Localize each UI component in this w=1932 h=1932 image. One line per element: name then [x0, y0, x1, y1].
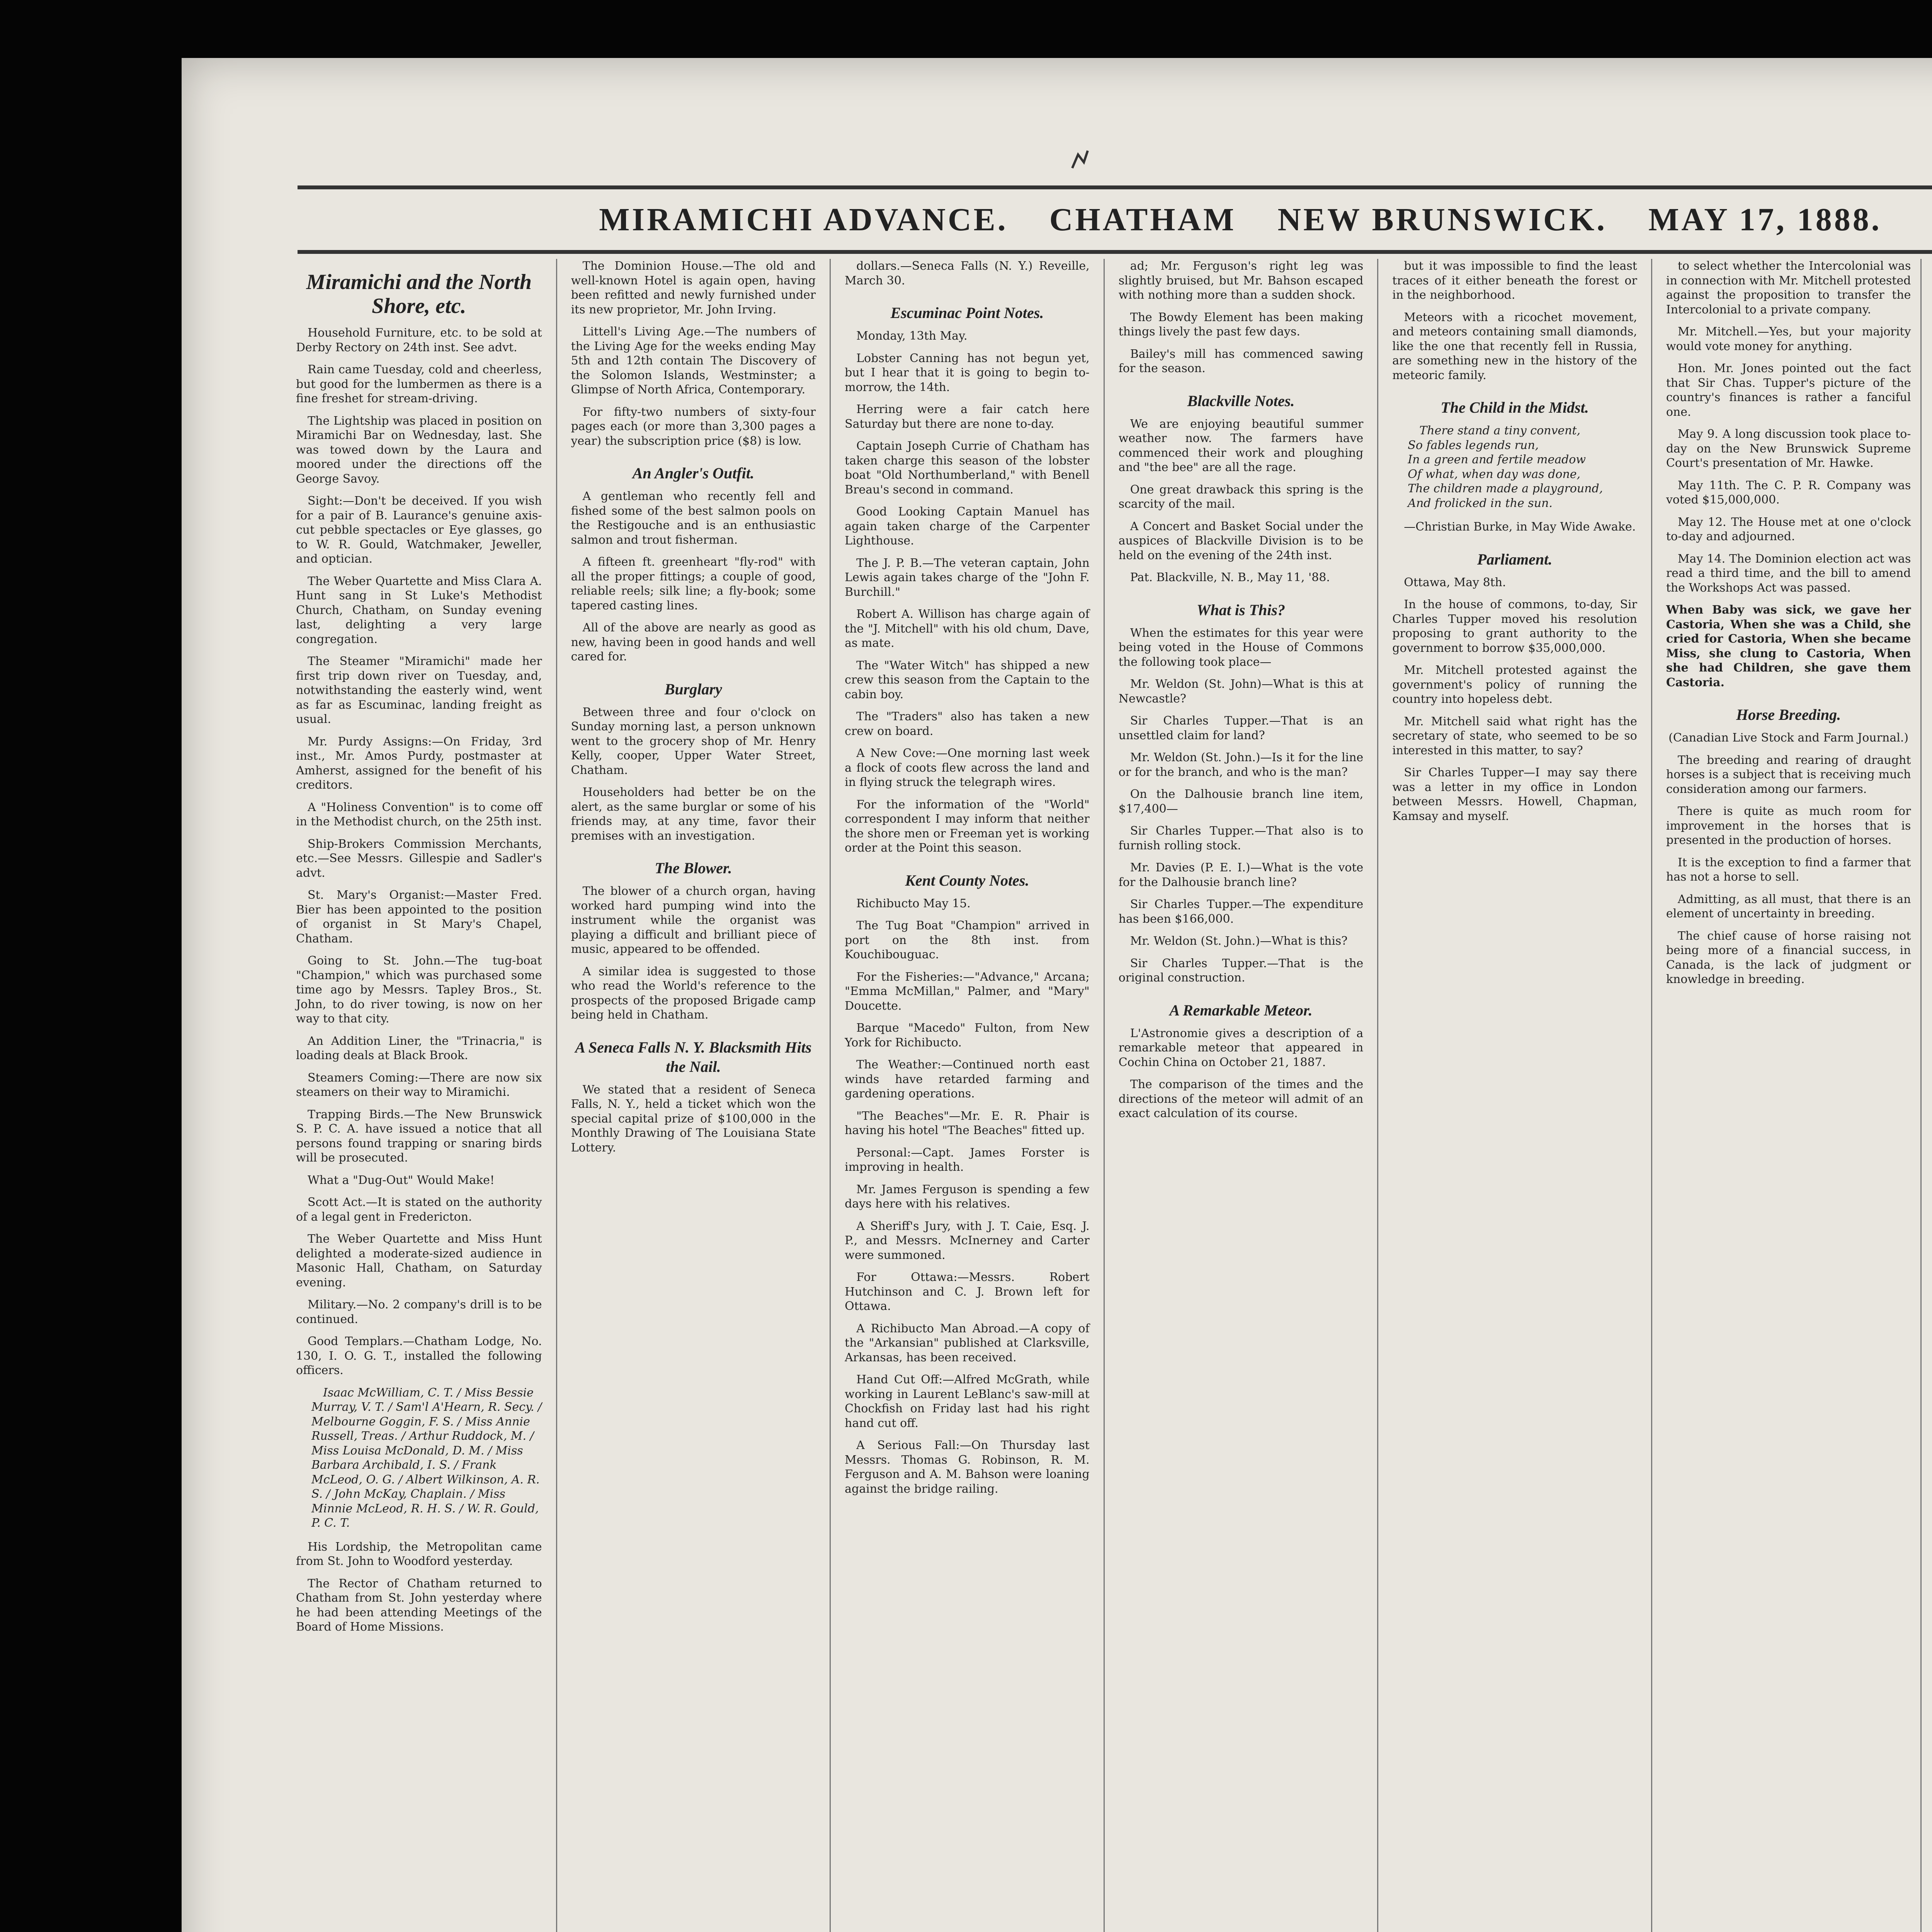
column-1 — [282, 259, 556, 1932]
news-item: May 11th. The C. P. R. Company was voted $15,000,000. — [1666, 478, 1911, 507]
news-item: Scott Act.—It is stated on the authority of a legal gent in Fredericton. — [296, 1196, 542, 1224]
news-item: Mr. Mitchell.—Yes, but your majority would vote money for anything. — [1666, 325, 1911, 353]
news-item: The comparison of the times and the directions of the meteor will admit of an exact calculation of its course. — [1118, 1078, 1364, 1120]
poem-attribution: —Christian Burke, in May Wide Awake. — [1404, 520, 1636, 534]
news-item: dollars.—Seneca Falls (N. Y.) Reveille, March 30. — [845, 259, 1090, 287]
news-item: Littell's Living Age.—The numbers of the Living Age for the weeks ending May 5th and 12th contain The Discovery of the Solomon Islands, Westminster; a Glimpse of North Africa, Contemporary. — [571, 325, 816, 396]
column-3 — [830, 259, 1104, 1932]
advertisement-column — [1920, 259, 1932, 1932]
news-item: A gentleman who recently fell and fished some of the best salmon pools on the Restigouche and is an enthusiastic salmon and trout fisherman. — [571, 490, 816, 547]
attribution: (Canadian Live Stock and Farm Journal.) — [1668, 731, 1909, 745]
news-item: Mr. Mitchell said what right has the secretary of state, who seemed to be so interested in this matter, to say? — [1392, 714, 1637, 757]
news-item: The Weber Quartette and Miss Hunt delighted a moderate-sized audience in Masonic Hall, Chatham, on Saturday evening. — [296, 1232, 542, 1289]
news-item: Mr. Weldon (St. John.)—What is this? — [1130, 934, 1348, 948]
news-item: Sight:—Don't be deceived. If you wish for a pair of B. Laurance's genuine axis-cut pebble spectacles or Eye glasses, go to W. R. Gould, Watchmaker, Jeweller, and optician. — [296, 494, 542, 566]
news-item: The Weber Quartette and Miss Clara A. Hunt sang in St Luke's Methodist Church, Chatham, on Sunday evening last, delighting a very large congregation. — [296, 574, 542, 646]
news-item: The "Water Witch" has shipped a new crew this season from the Captain to the cabin boy. — [845, 658, 1090, 701]
section-heading: The Blower. — [655, 859, 732, 877]
news-item: Householders had better be on the alert, as the same burglar or some of his friends may, at any time, favor their premises with an investigation. — [571, 786, 816, 843]
news-item: Steamers Coming:—There are now six steamers on their way to Miramichi. — [296, 1071, 542, 1099]
news-item: His Lordship, the Metropolitan came from St. John to Woodford yesterday. — [296, 1540, 542, 1568]
news-item: but it was impossible to find the least traces of it either beneath the forest or in the neighborhood. — [1392, 259, 1637, 302]
news-item: Mr. James Ferguson is spending a few days here with his relatives. — [845, 1182, 1090, 1211]
news-item: What a "Dug-Out" Would Make! — [308, 1173, 495, 1187]
news-item: Trapping Birds.—The New Brunswick S. P. C. A. have issued a notice that all persons found trapping or snaring birds will be prosecuted. — [296, 1107, 542, 1165]
columns — [282, 259, 1932, 1932]
masthead-province: NEW BRUNSWICK. — [1277, 202, 1607, 238]
section-heading: Burglary — [664, 680, 722, 698]
news-item: A Serious Fall:—On Thursday last Messrs. Thomas G. Robinson, R. M. Ferguson and A. M. Bahson were loaning against the bridge railing. — [845, 1439, 1090, 1496]
news-item: Barque "Macedo" Fulton, from New York for Richibucto. — [845, 1021, 1090, 1049]
news-item: For the Fisheries:—"Advance," Arcana; "Emma McMillan," Palmer, and "Mary" Doucette. — [845, 970, 1090, 1013]
news-item: "The Beaches"—Mr. E. R. Phair is having his hotel "The Beaches" fitted up. — [845, 1109, 1090, 1137]
col1-paras — [296, 326, 542, 1634]
section-heading: A Remarkable Meteor. — [1169, 1001, 1313, 1019]
news-item: We are enjoying beautiful summer weather now. The farmers have commenced their work and ploughing and "the bee" are all the rage. — [1118, 417, 1364, 474]
masthead — [298, 185, 1932, 254]
news-item: St. Mary's Organist:—Master Fred. Bier has been appointed to the position of organist in St Mary's Chapel, Chatham. — [296, 888, 542, 946]
section-heading: Parliament. — [1477, 550, 1553, 568]
section-heading: The Child in the Midst. — [1440, 399, 1589, 416]
news-item: A Sheriff's Jury, with J. T. Caie, Esq. J. P., and Messrs. McInerney and Carter were summoned. — [845, 1219, 1090, 1262]
masthead-date: MAY 17, 1888. — [1648, 202, 1882, 238]
news-item: Mr. Weldon (St. John.)—Is it for the line or for the branch, and who is the man? — [1118, 751, 1364, 779]
news-item: Meteors with a ricochet movement, and meteors containing small diamonds, like the one that recently fell in Russia, are something new in the history of the meteoric family. — [1392, 310, 1637, 382]
news-item: A "Holiness Convention" is to come off in the Methodist church, on the 25th inst. — [296, 800, 542, 829]
news-item: A Richibucto Man Abroad.—A copy of the "Arkansian" published at Clarksville, Arkansas, has been received. — [845, 1321, 1090, 1364]
news-item: Herring were a fair catch here Saturday but there are none to-day. — [845, 403, 1090, 431]
news-item: It is the exception to find a farmer that has not a horse to sell. — [1666, 855, 1911, 884]
news-item: Going to St. John.—The tug-boat "Champion," which was purchased some time ago by Messrs. Tapley Bros., St. John, to do river towing, is now on her way to that city. — [296, 954, 542, 1026]
news-item: Good Templars.—Chatham Lodge, No. 130, I. O. G. T., installed the following officers. — [296, 1335, 542, 1378]
column-5 — [1377, 259, 1651, 1932]
news-item: Household Furniture, etc. to be sold at Derby Rectory on 24th inst. See advt. — [296, 326, 542, 354]
news-item: Hand Cut Off:—Alfred McGrath, while working in Laurent LeBlanc's saw-mill at Chockfish on Friday last had his right hand cut off. — [845, 1373, 1090, 1430]
news-item: May 14. The Dominion election act was read a third time, and the bill to amend the Workshops Act was passed. — [1666, 552, 1911, 595]
news-item: Sir Charles Tupper—I may say there was a letter in my office in London between Messrs. Howell, Chapman, Kamsay and myself. — [1392, 766, 1637, 823]
news-item: to select whether the Intercolonial was in connection with Mr. Mitchell protested against the proposition to transfer the Intercolonial to a private company. — [1666, 259, 1911, 316]
news-item: In the house of commons, to-day, Sir Charles Tupper moved his resolution proposing to grant authority to the government to borrow $35,000,000. — [1392, 598, 1637, 655]
masthead-place: CHATHAM — [1049, 202, 1236, 238]
news-item: A New Cove:—One morning last week a flock of coots flew across the land and in flying struck the telegraph wires. — [845, 747, 1090, 789]
news-item: The Bowdy Element has been making things lively the past few days. — [1118, 310, 1364, 338]
news-item: For fifty-two numbers of sixty-four pages each (or more than 3,300 pages a year) the subscription price ($8) is low. — [571, 405, 816, 448]
news-item: Lobster Canning has not begun yet, but I hear that it is going to begin to-morrow, the 14th. — [845, 351, 1090, 394]
news-item: Admitting, as all must, that there is an element of uncertainty in breeding. — [1666, 892, 1911, 920]
handwritten-mark-icon — [1066, 147, 1094, 174]
news-item: Ottawa, May 8th. — [1404, 575, 1506, 589]
news-item: Mr. Weldon (St. John)—What is this at Newcastle? — [1118, 677, 1364, 706]
news-item: The breeding and rearing of draught horses is a subject that is receiving much consideration among our farmers. — [1666, 753, 1911, 796]
news-item: Mr. Davies (P. E. I.)—What is the vote for the Dalhousie branch line? — [1118, 861, 1364, 889]
officers-list: Isaac McWilliam, C. T. / Miss Bessie Murray, V. T. / Sam'l A'Hearn, R. Secy. / Melbourne Goggin, F. S. / Miss Annie Russell, Treas. / Arthur Ruddock, M. / Miss Louisa McDonald, D. M. / Miss Barbara Archibald, I. S. / Frank McLeod, O. G. / Albert Wilkinson, A. R. S. / John McKay, Chaplain. / Miss Minnie McLeod, R. H. S. / W. R. Gould, P. C. T. — [311, 1386, 542, 1530]
news-item: Sir Charles Tupper.—The expenditure has been $166,000. — [1118, 898, 1364, 926]
section-heading: Kent County Notes. — [905, 871, 1029, 889]
news-item: Rain came Tuesday, cold and cheerless, but good for the lumbermen as there is a fine freshet for stream-driving. — [296, 363, 542, 406]
section-heading: Horse Breeding. — [1736, 706, 1841, 723]
news-item: ad; Mr. Ferguson's right leg was slightly bruised, but Mr. Bahson escaped with nothing more than a sudden shock. — [1118, 259, 1364, 302]
news-item: The Tug Boat "Champion" arrived in port on the 8th inst. from Kouchibouguac. — [845, 919, 1090, 961]
news-item: Ship-Brokers Commission Merchants, etc.—See Messrs. Gillespie and Sadler's advt. — [296, 837, 542, 880]
section-heading: Escuminac Point Notes. — [890, 304, 1044, 321]
news-item: A similar idea is suggested to those who read the World's reference to the prospects of the proposed Brigade camp being held in Chatham. — [571, 964, 816, 1022]
section-heading: Blackville Notes. — [1187, 392, 1295, 410]
poem: There stand a tiny convent, So fables legends run, In a green and fertile meadow Of what, when day was done, The children made a playground, And frolicked in the sun. — [1408, 424, 1603, 510]
news-item: Monday, 13th May. — [856, 329, 968, 343]
news-item: May 12. The House met at one o'clock to-day and adjourned. — [1666, 515, 1911, 543]
news-item: One great drawback this spring is the scarcity of the mail. — [1118, 483, 1364, 511]
news-item: The blower of a church organ, having worked hard pumping wind into the instrument while the organist was playing a difficult and brilliant piece of music, appeared to be offended. — [571, 884, 816, 956]
news-item: L'Astronomie gives a description of a remarkable meteor that appeared in Cochin China on October 21, 1887. — [1118, 1026, 1364, 1069]
castoria-notice: When Baby was sick, we gave her Castoria, When she was a Child, she cried for Castoria, When she became Miss, she clung to Castoria, When she had Children, she gave them Castoria. — [1666, 603, 1911, 689]
section-heading: An Angler's Outfit. — [632, 464, 754, 482]
news-item: Bailey's mill has commenced sawing for the season. — [1118, 347, 1364, 375]
news-item: A Concert and Basket Social under the auspices of Blackville Division is to be held on the evening of the 24th inst. — [1118, 519, 1364, 562]
column-6 — [1651, 259, 1925, 1932]
news-item: Personal:—Capt. James Forster is improving in health. — [845, 1146, 1090, 1174]
news-item: When the estimates for this year were being voted in the House of Commons the following took place— — [1118, 626, 1364, 669]
news-item: A fifteen ft. greenheart "fly-rod" with all the proper fittings; a couple of good, reliable reels; silk line; a fly-book; some tapered casting lines. — [571, 555, 816, 612]
news-item: The Lightship was placed in position on Miramichi Bar on Wednesday, last. She was towed down by the Laura and moored under the directions off the George Savoy. — [296, 414, 542, 486]
news-item: An Addition Liner, the "Trinacria," is loading deals at Black Brook. — [296, 1034, 542, 1063]
masthead-paper: MIRAMICHI ADVANCE. — [599, 202, 1008, 238]
news-item: Captain Joseph Currie of Chatham has taken charge this season of the lobster boat "Old Northumberland," with Benell Breau's second in command. — [845, 439, 1090, 497]
news-item: Richibucto May 15. — [856, 896, 971, 910]
news-item: Military.—No. 2 company's drill is to be continued. — [296, 1298, 542, 1326]
news-item: All of the above are nearly as good as new, having been in good hands and well cared for. — [571, 621, 816, 663]
section-heading: What is This? — [1197, 601, 1285, 619]
news-item: The Steamer "Miramichi" made her first trip down river on Tuesday, and, notwithstanding the easterly wind, went as far as Escuminac, landing freight as usual. — [296, 655, 542, 726]
news-item: We stated that a resident of Seneca Falls, N. Y., held a ticket which won the special capital prize of $100,000 in the Monthly Drawing of The Louisiana State Lottery. — [571, 1083, 816, 1155]
section-heading: A Seneca Falls N. Y. Blacksmith Hits the Nail. — [575, 1038, 812, 1075]
newspaper-page — [182, 58, 1932, 1932]
news-item: There is quite as much room for improvement in the horses that is presented in the production of horses. — [1666, 804, 1911, 847]
news-item: The Rector of Chatham returned to Chatham from St. John yesterday where he had been attending Meetings of the Board of Home Missions. — [296, 1577, 542, 1634]
news-item: Hon. Mr. Jones pointed out the fact that Sir Chas. Tupper's picture of the country's finances is rather a fanciful one. — [1666, 362, 1911, 419]
news-item: For the information of the "World" correspondent I may inform that neither the shore men or Freeman yet is working order at the Point this season. — [845, 798, 1090, 855]
news-item: The J. P. B.—The veteran captain, John Lewis again takes charge of the "John F. Burchill." — [845, 556, 1090, 599]
column-2 — [556, 259, 830, 1932]
news-item: For Ottawa:—Messrs. Robert Hutchinson and C. J. Brown left for Ottawa. — [845, 1270, 1090, 1313]
news-item: Sir Charles Tupper.—That also is to furnish rolling stock. — [1118, 824, 1364, 852]
news-item: May 9. A long discussion took place to-day on the New Brunswick Supreme Court's presentation of Mr. Hawke. — [1666, 427, 1911, 470]
news-item: Pat. Blackville, N. B., May 11, '88. — [1130, 571, 1330, 584]
news-item: The Weather:—Continued north east winds have retarded farming and gardening operations. — [845, 1058, 1090, 1100]
local-news-heading: Miramichi and the North Shore, etc. — [306, 270, 532, 318]
news-item: Mr. Purdy Assigns:—On Friday, 3rd inst., Mr. Amos Purdy, postmaster at Amherst, assigned for the benefit of his creditors. — [296, 735, 542, 792]
news-item: Mr. Mitchell protested against the government's policy of running the country into hopeless debt. — [1392, 663, 1637, 706]
news-item: On the Dalhousie branch line item, $17,400— — [1118, 787, 1364, 816]
news-item: Good Looking Captain Manuel has again taken charge of the Carpenter Lighthouse. — [845, 505, 1090, 548]
news-item: Sir Charles Tupper.—That is the original construction. — [1118, 956, 1364, 985]
column-4 — [1104, 259, 1378, 1932]
news-item: The chief cause of horse raising not being more of a financial success, in Canada, is the lack of judgment or knowledge in breeding. — [1666, 929, 1911, 986]
news-item: Robert A. Willison has charge again of the "J. Mitchell" with his old chum, Dave, as mate. — [845, 607, 1090, 650]
news-item: Between three and four o'clock on Sunday morning last, a person unknown went to the grocery shop of Mr. Henry Kelly, cooper, Upper Water Street, Chatham. — [571, 705, 816, 777]
news-item: Sir Charles Tupper.—That is an unsettled claim for land? — [1118, 714, 1364, 742]
news-item: The Dominion House.—The old and well-known Hotel is again open, having been refitted and newly furnished under its new proprietor, Mr. John Irving. — [571, 259, 816, 316]
news-item: The "Traders" also has taken a new crew on board. — [845, 710, 1090, 738]
